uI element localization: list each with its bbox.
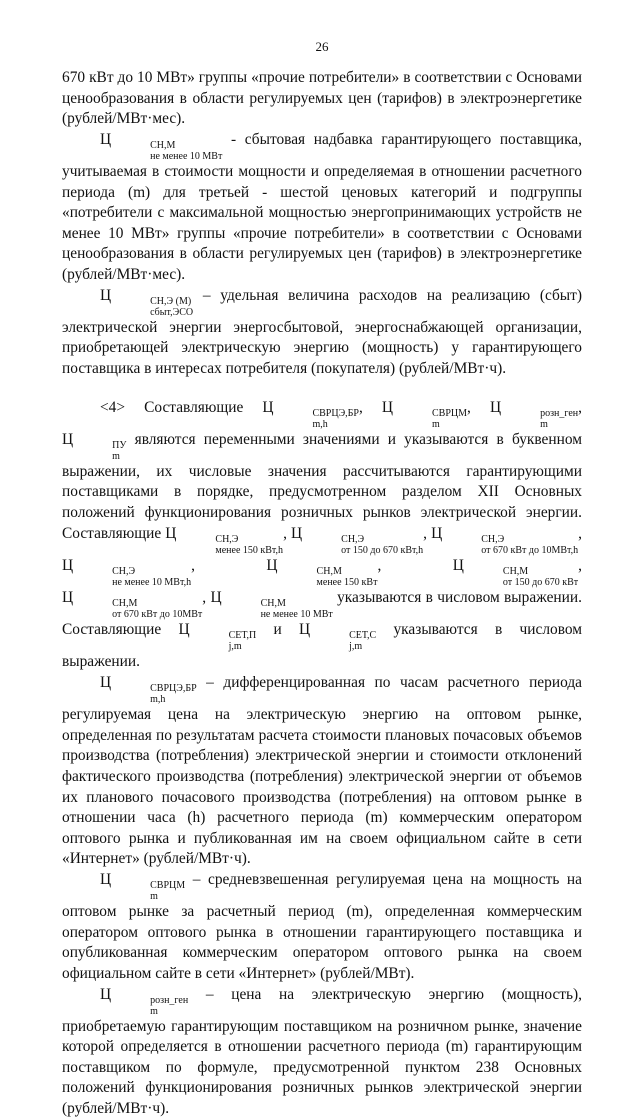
symbol-superscript: СН,М	[502, 566, 529, 578]
formula-symbol	[489, 398, 579, 430]
paragraph-text: ,	[578, 398, 582, 416]
paragraph-text: ,	[467, 398, 490, 416]
symbol-letter: Ц	[210, 589, 222, 607]
paragraph-text: ,	[358, 398, 382, 416]
paragraph-text: - сбытовая надбавка гарантирующего поставщика, учитываемая в стоимости мощности и определяемая в отношении расчетного периода (m) для третьей - шестой ценовых категорий и подгруппы «потребители с максимальной мощностью энергопринимающих устройств не менее 10 МВт» группы «прочие потребители» в соответствии с Основами ценообразования в области регулируемых цен (тарифов) в электроэнергетике (рублей/МВт·мес).	[62, 130, 582, 283]
formula-symbol	[100, 985, 189, 1017]
document-body	[62, 68, 582, 1120]
paragraph-text: ,	[202, 589, 211, 607]
symbol-letter: Ц	[291, 524, 303, 542]
formula-symbol	[62, 430, 127, 462]
symbol-subscript: m	[150, 891, 158, 903]
symbol-subscript: m,h	[150, 694, 166, 706]
symbol-superscript: СВРЦЭ,БР	[312, 407, 359, 419]
symbol-letter: Ц	[100, 985, 112, 1003]
formula-symbol	[62, 556, 192, 589]
symbol-subscript: не менее 10 МВт	[150, 150, 223, 162]
symbol-letter: Ц	[266, 556, 278, 574]
paragraph-text: указываются в числовом выражении. Составляющие	[62, 589, 582, 639]
paragraph-text: ,	[578, 524, 582, 542]
formula-symbol	[431, 524, 579, 556]
formula-symbol	[291, 524, 424, 556]
formula-symbol	[165, 524, 284, 556]
symbol-subscript: не менее 10 МВт	[260, 609, 333, 621]
symbol-subscript: m,h	[312, 418, 328, 430]
paragraph-text: – средневзвешенная регулируемая цена на мощность на оптовом рынке за расчетный период (m), определенная коммерческим оператором оптового рынка в отношении гарантирующего поставщика и опубликованная коммерческим оператором оптового рынка на своем официальном сайте в сети «Интернет» (рублей/МВт).	[62, 870, 582, 982]
paragraph	[62, 398, 582, 674]
formula-symbol	[262, 398, 359, 430]
symbol-subscript: m	[150, 1005, 158, 1017]
symbol-superscript: СН,М	[112, 598, 138, 610]
symbol-letter: Ц	[100, 130, 112, 148]
paragraph-gap	[62, 380, 582, 398]
symbol-superscript: розн_ген	[150, 994, 189, 1006]
page-number: 26	[315, 39, 329, 54]
paragraph-text: ,	[578, 556, 582, 574]
symbol-letter: Ц	[262, 398, 274, 416]
symbol-letter: Ц	[62, 589, 74, 607]
symbol-superscript: СН,М	[260, 598, 286, 610]
formula-symbol	[62, 589, 203, 621]
symbol-subscript: от 150 до 670 кВт	[502, 577, 579, 589]
symbol-letter: Ц	[431, 524, 443, 542]
symbol-superscript: СН,Э (М)	[150, 295, 192, 307]
symbol-subscript: j,m	[228, 641, 242, 653]
paragraph-text: – дифференцированная по часам расчетного периода регулируемая цена на электрическую энергию на оптовом рынке, определенная по результатам расчета стоимости плановых почасовых объемов производства (потребления) электрической энергии и стоимости отклонений фактического производства (потребления) электрической энергии от объемов их планового почасового производства (потребления) на оптовом рынке в отношении часа (h) расчетного периода (m) коммерческим оператором оптового рынка и публикованная им на своем официальном сайте в сети «Интернет» (рублей/МВт·ч).	[62, 674, 582, 868]
symbol-letter: Ц	[62, 430, 74, 448]
symbol-letter: Ц	[62, 556, 74, 574]
formula-symbol	[100, 130, 223, 162]
formula-symbol	[100, 286, 194, 318]
paragraph-text: <4> Составляющие	[100, 398, 263, 416]
symbol-subscript: j,m	[349, 641, 363, 653]
symbol-superscript: розн_ген	[540, 407, 579, 419]
paragraph-text: и	[256, 621, 299, 639]
symbol-superscript: СВРЦЭ,БР	[150, 683, 197, 695]
symbol-superscript: СН,Э	[215, 533, 239, 545]
symbol-subscript: менее 150 кВт,h	[215, 544, 284, 556]
symbol-letter: Ц	[452, 556, 464, 574]
paragraph-text: ,	[191, 556, 267, 574]
symbol-letter: Ц	[100, 674, 112, 691]
formula-symbol	[452, 556, 579, 589]
paragraph	[62, 985, 582, 1120]
symbol-superscript: СВРЦМ	[432, 407, 468, 419]
formula-symbol	[178, 621, 257, 653]
symbol-subscript: m	[112, 450, 120, 462]
paragraph-text: 670 кВт до 10 МВт» группы «прочие потребители» в соответствии с Основами ценообразования в области регулируемых цен (тарифов) в электроэнергетике (рублей/МВт·мес).	[62, 69, 582, 128]
symbol-superscript: СЕТ,С	[349, 630, 377, 642]
symbol-superscript: СН,М	[150, 139, 176, 151]
paragraph-text: ,	[377, 556, 453, 574]
symbol-subscript: от 150 до 670 кВт,h	[341, 544, 424, 556]
paragraph-text: являются переменными значениями и указываются в буквенном выражении, их числовые значения рассчитываются гарантирующими поставщиками в порядке, предусмотренном разделом XII Основных положений функционирования розничных рынков электрической энергии. Составляющие	[62, 430, 582, 542]
symbol-letter: Ц	[489, 398, 502, 416]
formula-symbol	[266, 556, 378, 589]
formula-symbol	[210, 589, 333, 621]
paragraph	[62, 68, 582, 130]
symbol-subscript: от 670 кВт до 10МВт	[112, 609, 203, 621]
symbol-letter: Ц	[100, 286, 112, 304]
symbol-letter: Ц	[165, 524, 177, 542]
symbol-letter: Ц	[381, 398, 394, 416]
paragraph-text: указываются в числовом выражении.	[62, 621, 582, 671]
paragraph	[62, 130, 582, 286]
symbol-subscript: менее 150 кВт	[316, 577, 378, 589]
symbol-subscript: не менее 10 МВт,h	[112, 577, 192, 589]
formula-symbol	[100, 674, 197, 706]
symbol-superscript: СЕТ,П	[228, 630, 257, 642]
symbol-letter: Ц	[299, 621, 311, 639]
paragraph-text: ,	[423, 524, 432, 542]
symbol-superscript: СН,Э	[481, 533, 505, 545]
formula-symbol	[381, 398, 468, 430]
symbol-subscript: от 670 кВт до 10МВт,h	[481, 544, 579, 556]
formula-symbol	[100, 870, 186, 903]
paragraph	[62, 286, 582, 380]
paragraph-text: – цена на электрическую энергию (мощность), приобретаемую гарантирующим поставщиком на розничном рынке, значение которой определяется в отношении расчетного периода (m) гарантирующим поставщиком по формуле, предусмотренной пунктом 238 Основных положений функционирования розничных рынков электрической энергии (рублей/МВт·ч).	[62, 985, 582, 1118]
symbol-superscript: СН,Э	[112, 566, 136, 578]
paragraph	[62, 870, 582, 985]
symbol-subscript: m	[432, 418, 440, 430]
symbol-superscript: СН,Э	[341, 533, 365, 545]
formula-symbol	[299, 621, 377, 653]
symbol-subscript: сбыт,ЭСО	[150, 306, 194, 318]
paragraph-text: ,	[283, 524, 292, 542]
paragraph	[62, 673, 582, 870]
symbol-superscript: СН,М	[316, 566, 342, 578]
symbol-superscript: ПУ	[112, 439, 127, 451]
symbol-letter: Ц	[100, 870, 112, 888]
paragraph-text: – удельная величина расходов на реализацию (сбыт) электрической энергии энергосбытовой, энергоснабжающей организации, приобретающей электрическую энергию (мощность) у гарантирующего поставщика в интересах потребителя (покупателя) (рублей/МВт·ч).	[62, 286, 582, 377]
symbol-subscript: m	[540, 418, 548, 430]
symbol-letter: Ц	[178, 621, 190, 639]
symbol-superscript: СВРЦМ	[150, 880, 186, 892]
